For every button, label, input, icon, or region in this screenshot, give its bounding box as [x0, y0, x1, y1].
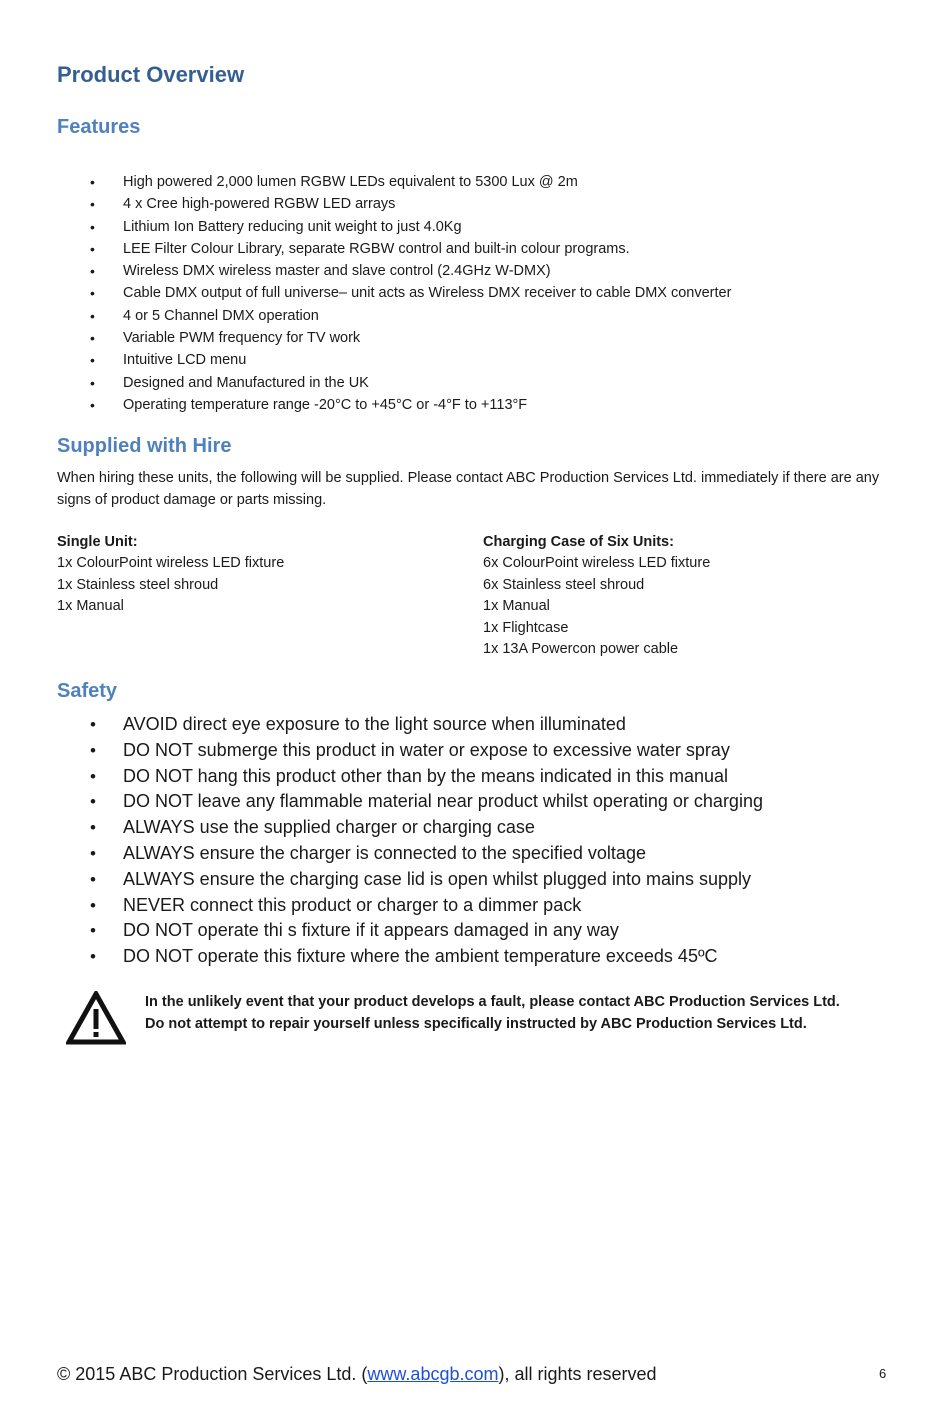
warning-line: In the unlikely event that your product develops a fault, please contact ABC Production Services Ltd.	[145, 994, 840, 1010]
warning-line: Do not attempt to repair yourself unless specifically instructed by ABC Production Services Ltd.	[145, 1016, 807, 1032]
supplied-intro: When hiring these units, the following will be supplied. Please contact ABC Production Services Ltd. immediately if there are any signs of product damage or parts missing.	[57, 470, 880, 508]
bullet-icon: •	[90, 818, 96, 838]
bullet-icon: •	[90, 396, 95, 413]
list-item: • DO NOT operate thi s fixture if it appears damaged in any way	[0, 918, 763, 944]
bullet-icon: •	[90, 174, 95, 190]
list-item: • LEE Filter Colour Library, separate RGBW control and built-in colour programs.	[0, 238, 731, 260]
bullet-icon: •	[90, 263, 95, 280]
warning-notice	[145, 991, 840, 1035]
bullet-icon: •	[90, 218, 95, 235]
list-item: • Wireless DMX wireless master and slave control (2.4GHz W-DMX)	[0, 260, 731, 282]
bullet-icon: •	[90, 330, 95, 347]
bullet-icon: •	[90, 792, 96, 812]
warning-triangle-icon	[66, 991, 126, 1045]
list-item: • DO NOT submerge this product in water or expose to excessive water spray	[0, 738, 763, 764]
list-item: • Designed and Manufactured in the UK	[0, 372, 731, 394]
website-link[interactable]: www.abcgb.com	[367, 1364, 499, 1384]
list-item: • Operating temperature range -20°C to +45°C or -4°F to +113°F	[0, 394, 731, 416]
charging-case-title: Charging Case of Six Units:	[483, 534, 674, 550]
list-item: • Cable DMX output of full universe– unit acts as Wireless DMX receiver to cable DMX converter	[0, 282, 731, 304]
list-item: 1x 13A Powercon power cable	[483, 641, 679, 658]
list-item: • 4 or 5 Channel DMX operation	[0, 305, 731, 327]
list-item: • Intuitive LCD menu	[0, 349, 731, 371]
bullet-icon: •	[90, 196, 95, 213]
list-item: • DO NOT leave any flammable material near product whilst operating or charging	[0, 789, 763, 815]
bullet-icon: •	[90, 895, 96, 915]
list-item: • Variable PWM frequency for TV work	[0, 327, 731, 349]
bullet-icon: •	[90, 285, 95, 302]
bullet-icon: •	[90, 921, 96, 941]
list-item: 1x Flightcase	[483, 619, 569, 636]
list-item: • Lithium Ion Battery reducing unit weight to just 4.0Kg	[0, 216, 731, 238]
list-item: • 4 x Cree high-powered RGBW LED arrays	[0, 193, 731, 215]
bullet-icon: •	[90, 947, 96, 967]
list-item: 1x Stainless steel shroud	[57, 576, 219, 593]
list-item: • ALWAYS ensure the charger is connected to the specified voltage	[0, 841, 763, 867]
bullet-icon: •	[90, 740, 96, 760]
features-list	[0, 171, 731, 416]
list-item: • High powered 2,000 lumen RGBW LEDs equivalent to 5300 Lux @ 2m	[0, 171, 731, 193]
safety-heading: Safety	[57, 680, 118, 702]
list-item: 1x Manual	[483, 598, 550, 615]
bullet-icon: •	[90, 869, 96, 889]
list-item: • AVOID direct eye exposure to the light source when illuminated	[0, 712, 763, 738]
list-item: 1x ColourPoint wireless LED fixture	[57, 555, 285, 572]
bullet-icon: •	[90, 766, 96, 786]
bullet-icon: •	[90, 307, 95, 324]
bullet-icon: •	[90, 374, 95, 391]
list-item: • ALWAYS ensure the charging case lid is open whilst plugged into mains supply	[0, 867, 763, 893]
list-item: 1x Manual	[57, 598, 124, 615]
list-item: 6x ColourPoint wireless LED fixture	[483, 555, 711, 572]
list-item: 6x Stainless steel shroud	[483, 576, 645, 593]
single-unit-list	[57, 532, 284, 618]
bullet-icon: •	[90, 843, 96, 863]
single-unit-title: Single Unit:	[57, 534, 138, 550]
bullet-icon: •	[90, 240, 95, 257]
page-title: Product Overview	[57, 62, 245, 87]
list-item: • NEVER connect this product or charger to a dimmer pack	[0, 893, 763, 919]
page-number: 6	[879, 1366, 887, 1381]
bullet-icon: •	[90, 352, 95, 369]
bullet-icon: •	[90, 715, 96, 734]
supplied-heading: Supplied with Hire	[57, 435, 232, 457]
list-item: • DO NOT operate this fixture where the ambient temperature exceeds 45ºC	[0, 944, 763, 970]
list-item: • ALWAYS use the supplied charger or charging case	[0, 815, 763, 841]
features-heading: Features	[57, 116, 141, 138]
safety-list	[0, 712, 763, 970]
charging-case-list	[483, 532, 710, 660]
list-item: • DO NOT hang this product other than by the means indicated in this manual	[0, 764, 763, 790]
footer-copyright: © 2015 ABC Production Services Ltd. (www.abcgb.com), all rights reserved	[57, 1364, 657, 1384]
